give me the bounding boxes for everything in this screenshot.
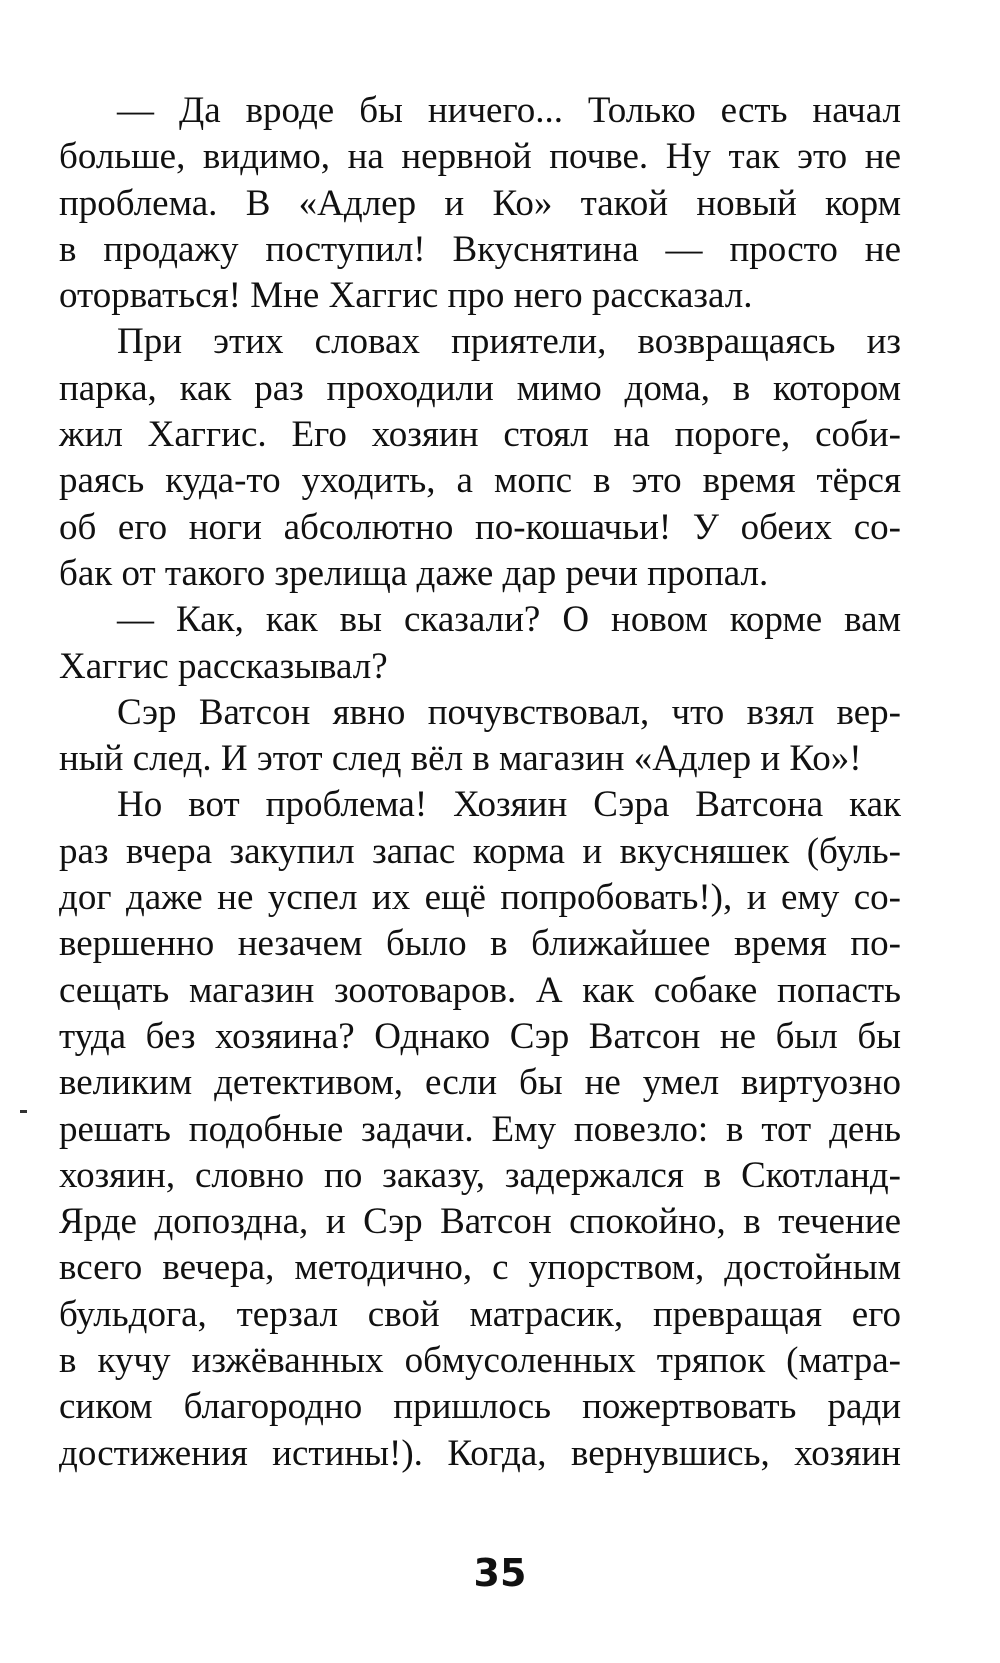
- text-line: туда без хозяина? Однако Сэр Ватсон не был бы: [59, 1015, 901, 1057]
- text-line: в кучу изжёванных обмусоленных тряпок (матра-: [59, 1340, 901, 1382]
- text-line: Сэр Ватсон явно почувствовал, что взял вер-: [117, 691, 901, 733]
- text-line: достижения истины!). Когда, вернувшись, хозяин: [59, 1432, 901, 1474]
- text-line: раз вчера закупил запас корма и вкусняшек (буль-: [59, 830, 901, 872]
- text-line: При этих словах приятели, возвращаясь из: [117, 321, 901, 363]
- text-line: дог даже не успел их ещё попробовать!), и ему со-: [59, 877, 901, 919]
- text-line: — Как, как вы сказали? О новом корме вам: [117, 599, 901, 641]
- text-line: Ярде допоздна, и Сэр Ватсон спокойно, в течение: [59, 1201, 901, 1243]
- text-line: больше, видимо, на нервной почве. Ну так это не: [59, 136, 901, 178]
- text-line: жил Хаггис. Его хозяин стоял на пороге, соби-: [59, 414, 901, 456]
- text-line: сиком благородно пришлось пожертвовать ради: [59, 1386, 901, 1428]
- text-line: ный след. И этот след вёл в магазин «Адлер и Ко»!: [59, 738, 862, 780]
- text-line: решать подобные задачи. Ему повезло: в тот день: [59, 1108, 901, 1150]
- text-line: об его ноги абсолютно по-кошачьи! У обеих со-: [59, 506, 901, 548]
- text-line: оторваться! Мне Хаггис про него рассказал.: [59, 275, 753, 317]
- text-line: в продажу поступил! Вкуснятина — просто не: [59, 228, 901, 270]
- text-line: парка, как раз проходили мимо дома, в котором: [59, 367, 901, 409]
- text-line: всего вечера, методично, с упорством, достойным: [59, 1247, 901, 1289]
- text-line: хозяин, словно по заказу, задержался в Скотланд-: [59, 1154, 901, 1196]
- text-line: проблема. В «Адлер и Ко» такой новый корм: [59, 182, 901, 224]
- text-line: раясь куда-то уходить, а мопс в это время тёрся: [59, 460, 901, 502]
- text-line: бульдога, терзал свой матрасик, превращая его: [59, 1293, 901, 1335]
- text-line: великим детективом, если бы не умел виртуозно: [59, 1062, 901, 1104]
- page-number: 35: [473, 1551, 527, 1595]
- text-line: Но вот проблема! Хозяин Сэра Ватсона как: [117, 784, 901, 826]
- text-line: вершенно незачем было в ближайшее время по-: [59, 923, 901, 965]
- margin-dash: [20, 1110, 27, 1113]
- text-line: сещать магазин зоотоваров. А как собаке попасть: [59, 969, 901, 1011]
- text-line: — Да вроде бы ничего... Только есть начал: [117, 90, 901, 131]
- text-line: Хаггис рассказывал?: [59, 645, 388, 687]
- body-text: [59, 88, 901, 1477]
- text-line: бак от такого зрелища даже дар речи пропал.: [59, 552, 769, 594]
